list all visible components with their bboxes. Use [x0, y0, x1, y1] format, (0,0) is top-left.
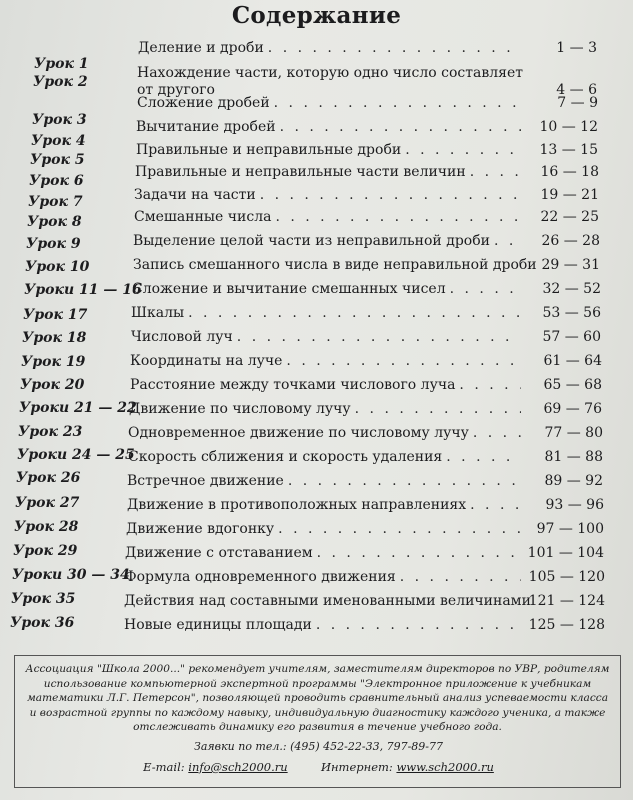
leader-dots — [355, 401, 521, 417]
page-range: 7 — 9 — [557, 95, 598, 111]
lesson-label: Урок 9 — [26, 236, 81, 252]
lesson-label: Уроки 21 — 22 — [19, 400, 137, 416]
lesson-label: Урок 18 — [22, 330, 87, 346]
topic-entry — [130, 353, 521, 369]
leader-dots — [260, 187, 521, 203]
topic-entry — [137, 65, 527, 99]
leader-dots — [446, 449, 521, 465]
lesson-label: Урок 28 — [14, 519, 79, 535]
topic-title: Встречное движение — [127, 473, 284, 489]
topic-entry — [124, 617, 521, 633]
lesson-label: Урок 8 — [27, 214, 82, 230]
topic-entry — [127, 473, 521, 489]
topic-entry — [125, 545, 521, 561]
topic-entry — [125, 569, 521, 585]
topic-title: Сложение дробей — [137, 95, 270, 111]
lesson-label: Урок 7 — [28, 194, 83, 210]
lesson-label: Урок 10 — [25, 259, 90, 275]
leader-dots — [473, 425, 521, 441]
page-range: 121 — 124 — [528, 593, 605, 609]
topic-title: Смешанные числа — [134, 209, 272, 225]
topic-entry — [136, 119, 521, 135]
lesson-label: Урок 23 — [18, 424, 83, 440]
topic-title: Правильные и неправильные дроби — [136, 142, 402, 158]
topic-title: Сложение и вычитание смешанных чисел — [132, 281, 446, 297]
topic-entry — [129, 401, 521, 417]
page-range: 89 — 92 — [544, 473, 603, 489]
topic-title: Числовой луч — [131, 329, 233, 345]
page-range: 4 — 6 — [556, 82, 597, 98]
page-range: 81 — 88 — [544, 449, 603, 465]
leader-dots — [280, 119, 521, 135]
topic-title: Движение по числовому лучу — [129, 401, 351, 417]
lesson-label: Урок 20 — [20, 377, 85, 393]
lesson-label: Урок 6 — [29, 173, 84, 189]
lesson-label: Урок 1 — [34, 56, 89, 72]
page-range: 125 — 128 — [528, 617, 605, 633]
topic-title: Формула одновременного движения — [125, 569, 396, 585]
topic-title: Движение в противоположных направлениях — [127, 497, 467, 513]
leader-dots — [237, 329, 521, 345]
topic-title: Одновременное движение по числовому лучу — [128, 425, 469, 441]
topic-entry — [134, 209, 521, 225]
page-range: 1 — 3 — [556, 40, 597, 56]
lesson-label: Урок 4 — [31, 133, 86, 149]
lesson-label: Урок 36 — [10, 615, 75, 631]
lesson-label: Уроки 11 — 16 — [24, 282, 142, 298]
topic-entry — [126, 521, 521, 537]
topic-title: Координаты на луче — [130, 353, 283, 369]
topic-title: Нахождение части, которую одно число составляет от другого — [137, 65, 523, 98]
leader-dots — [274, 95, 521, 111]
topic-entry — [133, 233, 521, 249]
topic-title: Движение с отставанием — [125, 545, 313, 561]
page-range: 16 — 18 — [540, 164, 599, 180]
topic-title: Шкалы — [131, 305, 185, 321]
topic-entry — [127, 497, 521, 513]
topic-entry — [136, 142, 521, 158]
page-range: 29 — 31 — [541, 257, 600, 273]
lesson-label: Урок 17 — [23, 307, 88, 323]
orders-line — [15, 740, 622, 753]
lesson-label: Уроки 30 — 34 — [12, 567, 130, 583]
topic-entry — [133, 257, 537, 273]
topic-title: Правильные и неправильные части величин — [135, 164, 466, 180]
topic-title: Запись смешанного числа в виде неправильной дроби — [133, 257, 537, 273]
lesson-label: Урок 5 — [30, 152, 85, 168]
topic-title: Вычитание дробей — [136, 119, 276, 135]
topic-entry — [138, 40, 521, 56]
leader-dots — [275, 209, 521, 225]
leader-dots — [459, 377, 521, 393]
topic-entry — [130, 377, 521, 393]
orders-label: Заявки по тел.: — [193, 740, 287, 753]
page-range: 105 — 120 — [528, 569, 605, 585]
topic-title: Новые единицы площади — [124, 617, 312, 633]
page-range: 22 — 25 — [540, 209, 599, 225]
page-range: 101 — 104 — [527, 545, 604, 561]
leader-dots — [188, 305, 521, 321]
lesson-label: Уроки 24 — 25 — [17, 447, 135, 463]
topic-entry — [131, 329, 521, 345]
page-range: 26 — 28 — [541, 233, 600, 249]
topic-entry — [132, 281, 521, 297]
page-range: 57 — 60 — [542, 329, 601, 345]
page-range: 10 — 12 — [539, 119, 598, 135]
contacts-line — [15, 760, 622, 774]
page-title: Содержание — [231, 2, 402, 29]
page-range: 65 — 68 — [543, 377, 602, 393]
leader-dots — [316, 617, 521, 633]
topic-entry — [135, 164, 521, 180]
internet-label: Интернет: — [320, 760, 393, 774]
topic-title: Движение вдогонку — [126, 521, 275, 537]
email-label: E-mail: — [143, 760, 185, 774]
topic-title: Выделение целой части из неправильной дроби — [133, 233, 490, 249]
topic-title: Задачи на части — [134, 187, 256, 203]
leader-dots — [286, 353, 521, 369]
topic-entry — [128, 449, 521, 465]
lesson-label: Урок 2 — [33, 74, 88, 90]
lesson-label: Урок 27 — [15, 495, 80, 511]
lesson-label: Урок 3 — [32, 112, 87, 128]
website-link[interactable]: www.sch2000.ru — [396, 760, 494, 774]
leader-dots — [278, 521, 521, 537]
page-range: 61 — 64 — [543, 353, 602, 369]
leader-dots — [400, 569, 521, 585]
leader-dots — [317, 545, 521, 561]
advertisement-box — [14, 655, 621, 788]
page-range: 77 — 80 — [544, 425, 603, 441]
topic-title: Расстояние между точками числового луча — [130, 377, 456, 393]
leader-dots — [450, 281, 521, 297]
topic-entry — [124, 593, 531, 609]
page-range: 19 — 21 — [540, 187, 599, 203]
page-range: 13 — 15 — [539, 142, 598, 158]
lesson-label: Урок 35 — [11, 591, 76, 607]
page-range: 69 — 76 — [543, 401, 602, 417]
lesson-label: Урок 19 — [21, 354, 86, 370]
page-range: 93 — 96 — [545, 497, 604, 513]
leader-dots — [268, 40, 521, 56]
leader-dots — [494, 233, 521, 249]
lesson-label: Урок 26 — [16, 470, 81, 486]
phone-numbers: (495) 452-22-33, 797-89-77 — [290, 740, 444, 753]
lesson-label: Урок 29 — [13, 543, 78, 559]
leader-dots — [288, 473, 521, 489]
email-link[interactable]: info@sch2000.ru — [188, 760, 288, 774]
leader-dots — [470, 497, 521, 513]
topic-entry — [134, 187, 521, 203]
topic-entry — [128, 425, 521, 441]
page-range: 97 — 100 — [536, 521, 604, 537]
association-note: Ассоциация "Школа 2000..." рекомендует учителям, заместителям директоров по УВР, родителям использование компьютерной экспертной программы "Электронное приложение к учебникам математики Л.Г. Петерсон", позволяющей проводить сравнительный анализ успеваемости класса и возрастной группы по каждому навыку, индивидуальную диагностику каждого ученика, а также отслеживать динамику его развития в течение учебного года. — [25, 663, 610, 734]
leader-dots — [470, 164, 521, 180]
topic-title: Скорость сближения и скорость удаления — [128, 449, 443, 465]
topic-entry — [137, 95, 521, 111]
page-range: 53 — 56 — [542, 305, 601, 321]
leader-dots — [405, 142, 521, 158]
topic-entry — [131, 305, 521, 321]
page-range: 32 — 52 — [542, 281, 601, 297]
topic-title: Деление и дроби — [138, 40, 264, 56]
topic-title: Действия над составными именованными величинами — [124, 593, 531, 609]
